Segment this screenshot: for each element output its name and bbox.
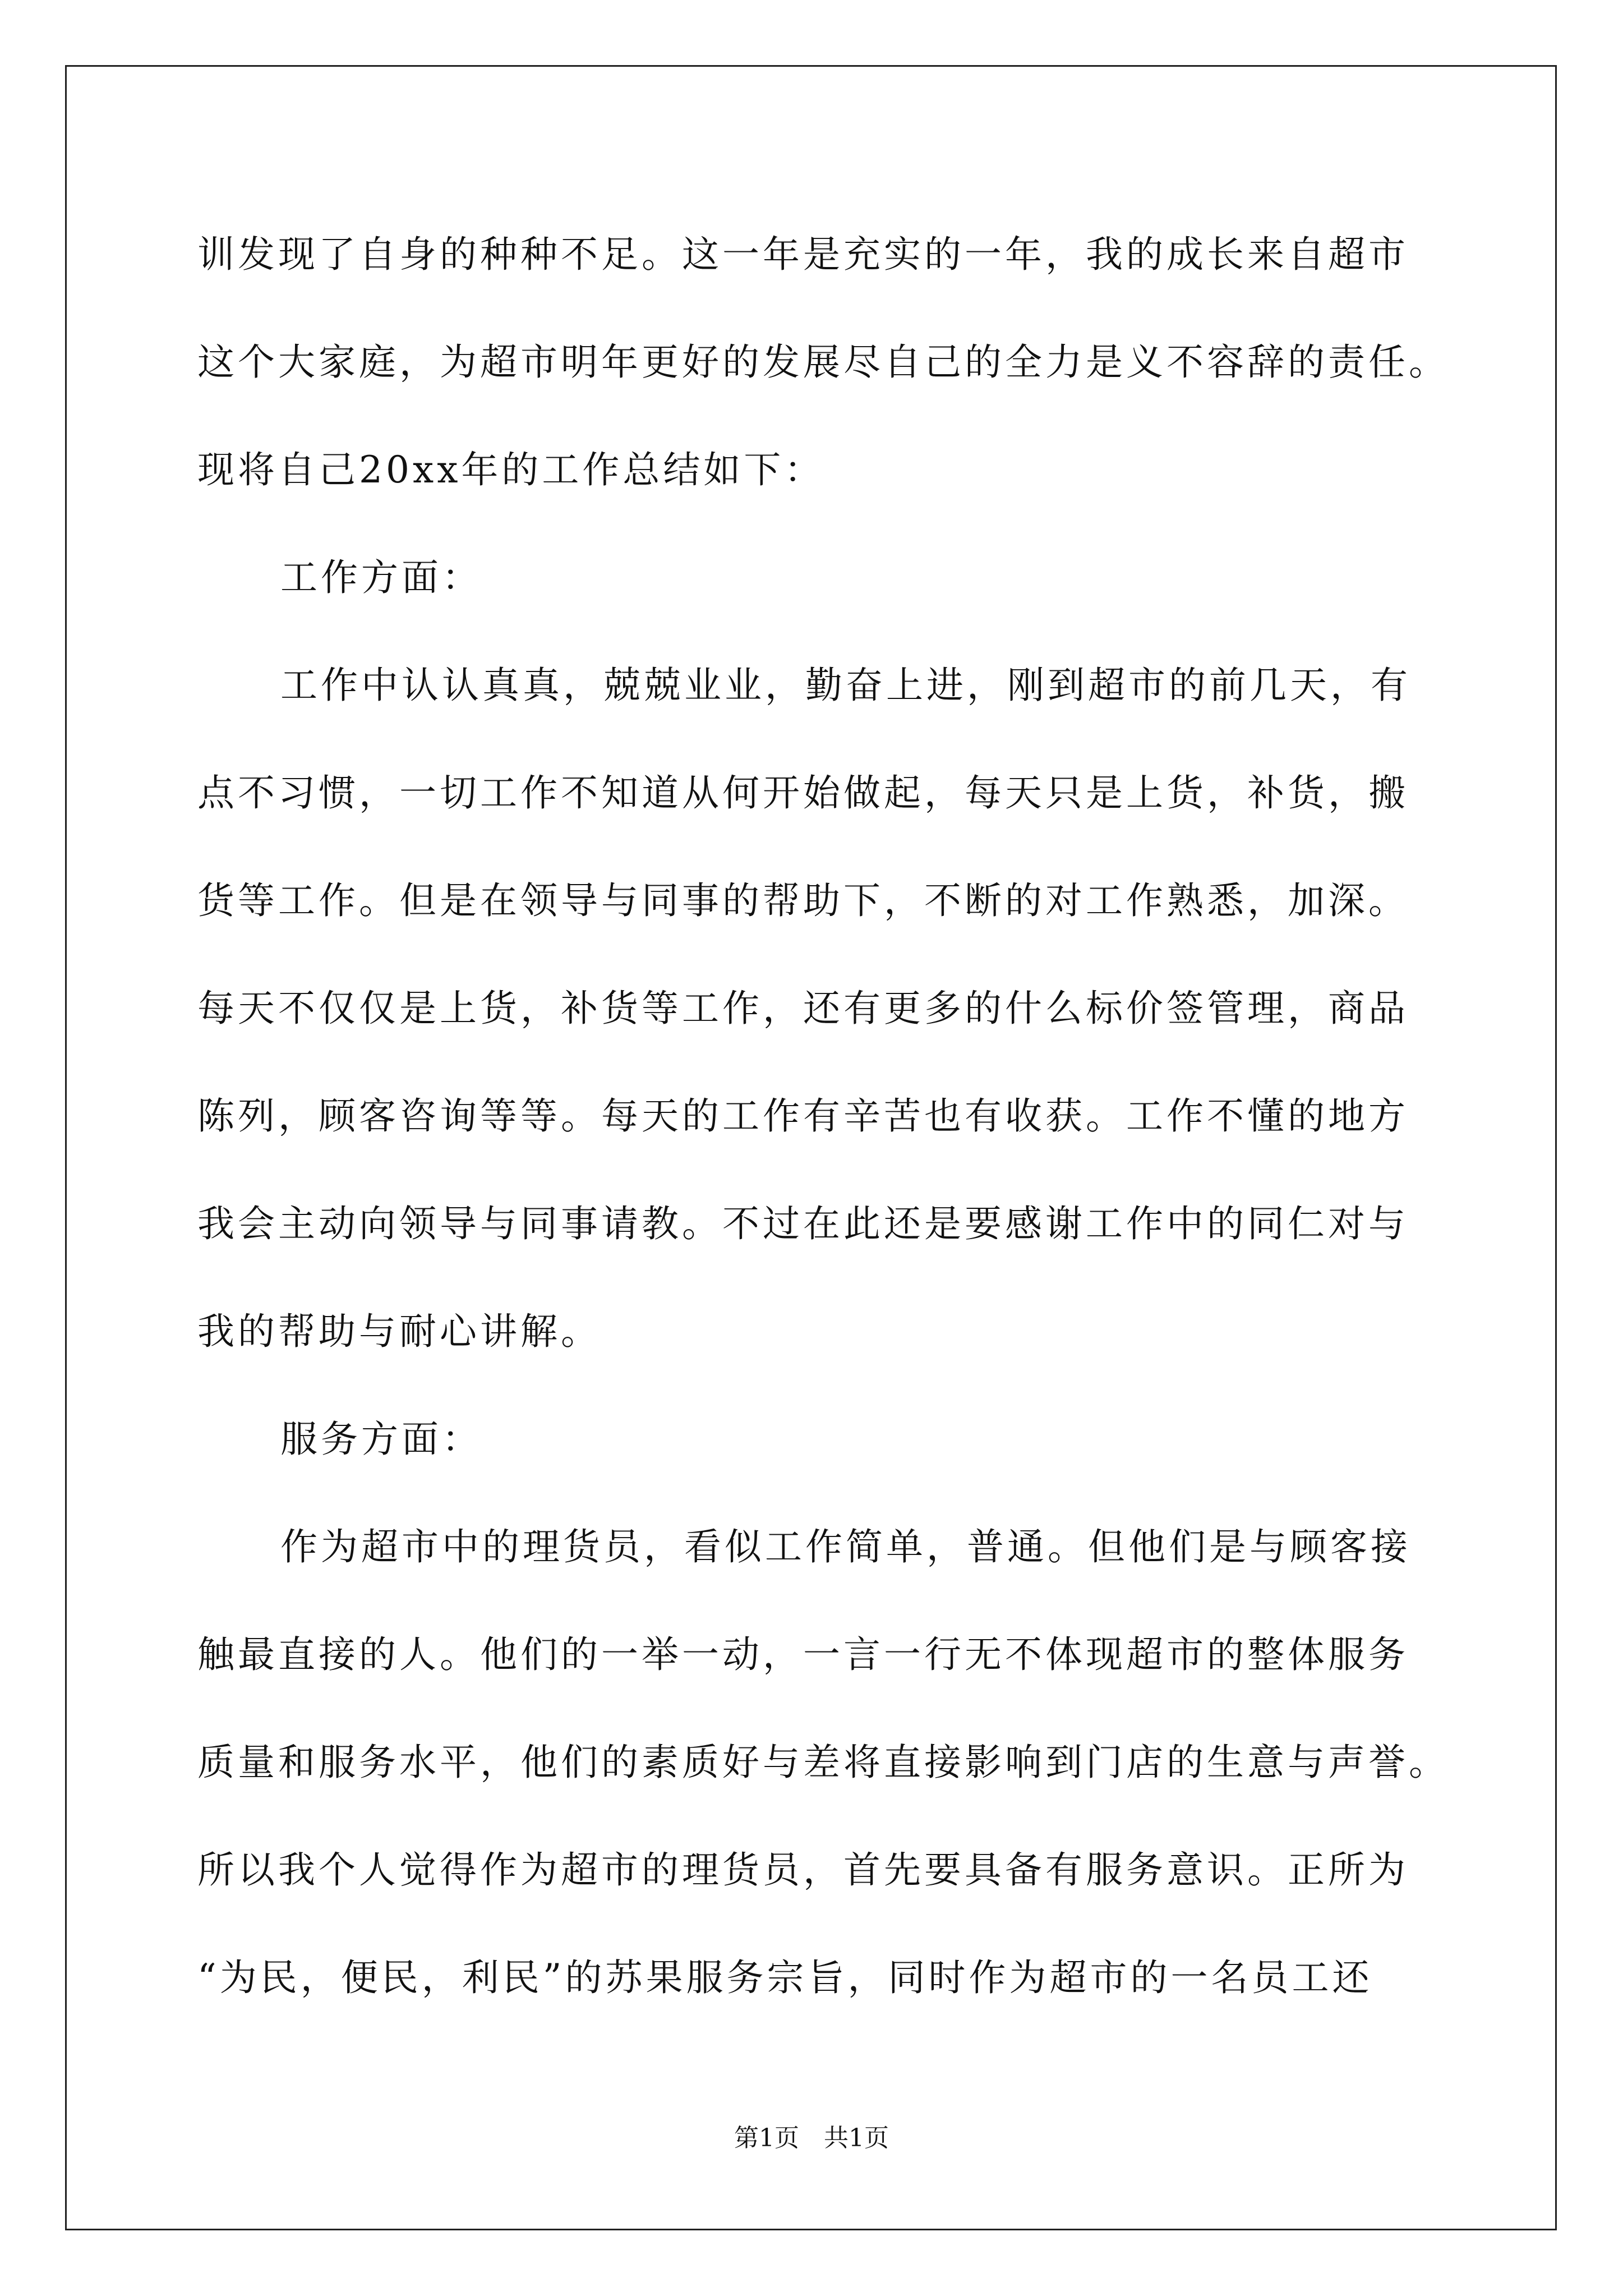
- page-footer: [0, 2122, 1623, 2155]
- body-text-line: 这个大家庭，为超市明年更好的发展尽自己的全力是义不容辞的责任。: [197, 341, 1449, 384]
- section-heading-work: 工作方面：: [280, 556, 482, 599]
- page-number: 第1页: [734, 2124, 799, 2152]
- section-heading-service: 服务方面：: [280, 1418, 482, 1461]
- body-text-line: 质量和服务水平，他们的素质好与差将直接影响到门店的生意与声誉。: [197, 1741, 1449, 1784]
- page-border: [65, 65, 1557, 2230]
- body-text-line: 点不习惯，一切工作不知道从何开始做起，每天只是上货，补货，搬: [197, 771, 1409, 815]
- body-text-line: 陈列，顾客咨询等等。每天的工作有辛苦也有收获。工作不懂的地方: [197, 1094, 1409, 1138]
- body-text-line: 作为超市中的理货员，看似工作简单，普通。但他们是与顾客接: [280, 1525, 1411, 1568]
- body-text-line: 现将自己20xx年的工作总结如下：: [197, 448, 825, 491]
- body-text-line: 所以我个人觉得作为超市的理货员，首先要具备有服务意识。正所为: [197, 1848, 1409, 1892]
- body-text-line: 触最直接的人。他们的一举一动，一言一行无不体现超市的整体服务: [197, 1633, 1409, 1676]
- page-total: 共1页: [824, 2124, 889, 2152]
- body-text-line: 货等工作。但是在领导与同事的帮助下，不断的对工作熟悉，加深。: [197, 879, 1409, 922]
- body-text-line: 我会主动向领导与同事请教。不过在此还是要感谢工作中的同仁对与: [197, 1202, 1409, 1245]
- body-text-line: 训发现了自身的种种不足。这一年是充实的一年，我的成长来自超市: [197, 233, 1409, 276]
- body-text-line: 我的帮助与耐心讲解。: [197, 1310, 601, 1353]
- body-text-line: 每天不仅仅是上货，补货等工作，还有更多的什么标价签管理，商品: [197, 987, 1409, 1030]
- body-text-line: 工作中认认真真，兢兢业业，勤奋上进，刚到超市的前几天，有: [280, 664, 1411, 707]
- body-text-line: “为民，便民，利民”的苏果服务宗旨，同时作为超市的一名员工还: [197, 1956, 1373, 1999]
